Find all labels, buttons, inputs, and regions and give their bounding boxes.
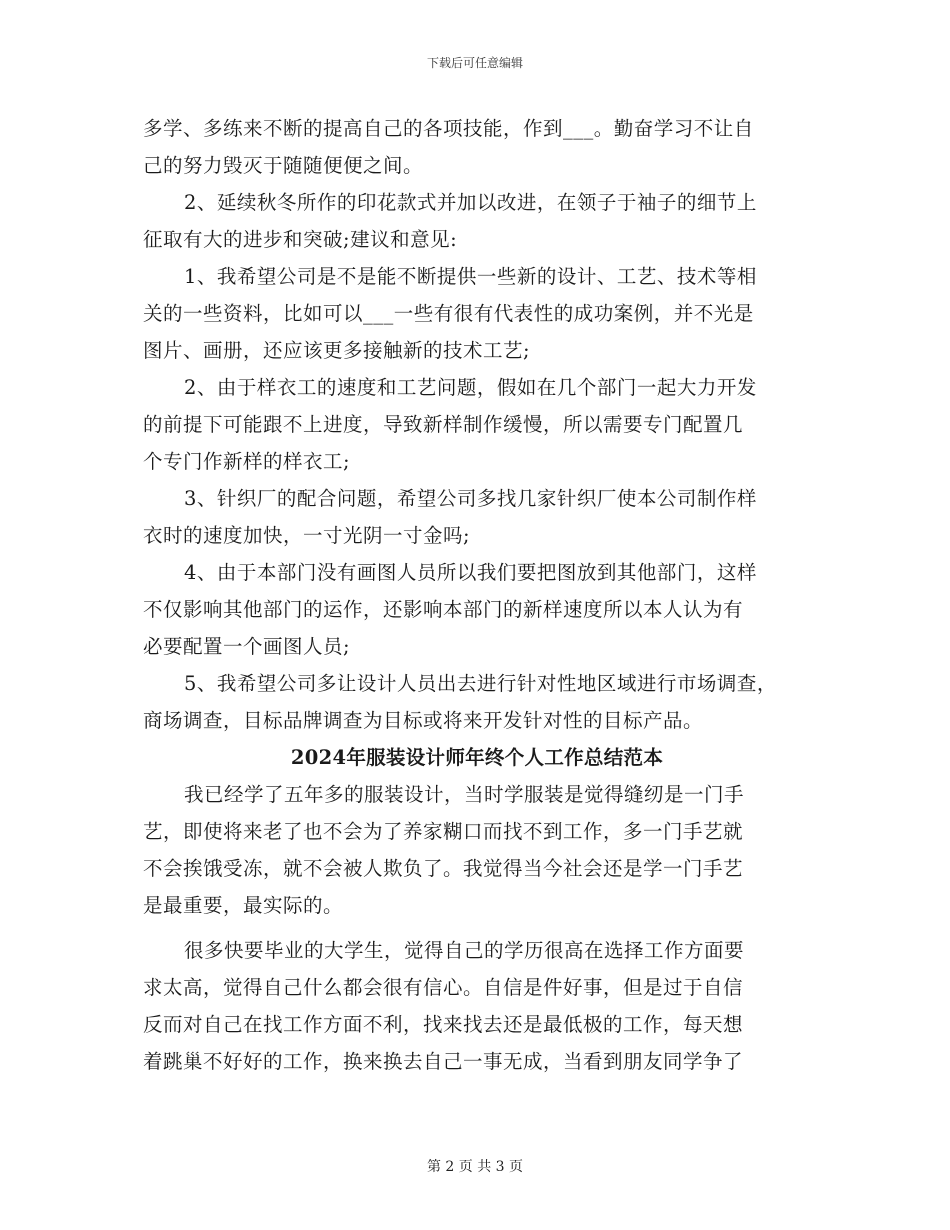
header-note: 下载后可任意编辑: [426, 56, 523, 70]
text-line: 艺，即使将来老了也不会为了养家糊口而找不到工作，多一门手艺就: [143, 820, 744, 843]
text-line: 不仅影响其他部门的运作，还影响本部门的新样速度所以本人认为有: [143, 598, 744, 621]
text-line: 3、针织厂的配合问题，希望公司多找几家针织厂使本公司制作样: [184, 487, 757, 510]
paragraph-group-2: [143, 776, 811, 924]
text-line: 我已经学了五年多的服装设计，当时学服装是觉得缝纫是一门手: [184, 783, 745, 806]
text-line: 反而对自己在找工作方面不利，找来找去还是最低极的工作，每天想: [143, 1013, 744, 1036]
text-line: 是最重要，最实际的。: [143, 894, 344, 917]
text-line: 必要配置一个画图人员;: [143, 635, 351, 658]
paragraph-group-1: [143, 110, 811, 739]
text-line: 5、我希望公司多让设计人员出去进行针对性地区域进行市场调查，: [184, 672, 777, 695]
text-line: 1、我希望公司是不是能不断提供一些新的设计、工艺、技术等相: [184, 265, 757, 288]
text-line: 商场调查，目标品牌调查为目标或将来开发针对性的目标产品。: [143, 709, 704, 732]
page-number: 第 2 页 共 3 页: [426, 1159, 524, 1175]
text-line: 很多快要毕业的大学生，觉得自己的学历很高在选择工作方面要: [184, 939, 745, 962]
text-line: 求太高，觉得自己什么都会很有信心。自信是件好事，但是过于自信: [143, 976, 744, 999]
text-line: 不会挨饿受冻，就不会被人欺负了。我觉得当今社会还是学一门手艺: [143, 857, 744, 880]
text-line: 的前提下可能跟不上进度，导致新样制作缓慢，所以需要专门配置几: [143, 413, 744, 436]
document-body: [143, 110, 811, 1080]
text-line: 着跳巢不好好的工作，换来换去自己一事无成，当看到朋友同学争了: [143, 1050, 744, 1073]
text-line: 2、延续秋冬所作的印花款式并加以改进，在领子于袖子的细节上: [184, 191, 757, 214]
text-line: 征取有大的进步和突破;建议和意见:: [143, 228, 458, 251]
text-line: 关的一些资料，比如可以___一些有很有代表性的成功案例，并不光是: [143, 302, 754, 325]
text-line: 己的努力毁灭于随随便便之间。: [143, 154, 424, 177]
text-line: 衣时的速度加快，一寸光阴一寸金吗;: [143, 524, 471, 547]
section-title: 2024年服装设计师年终个人工作总结范本: [290, 746, 664, 769]
text-line: 2、由于样衣工的速度和工艺问题，假如在几个部门一起大力开发: [184, 376, 757, 399]
text-line: 图片、画册，还应该更多接触新的技术工艺;: [143, 339, 531, 362]
paragraph-group-3: [143, 932, 811, 1080]
text-line: 个专门作新样的样衣工;: [143, 450, 351, 473]
text-line: 多学、多练来不断的提高自己的各项技能，作到___。勤奋学习不让自: [143, 117, 754, 140]
paragraph-gap: [143, 924, 811, 932]
text-line: 4、由于本部门没有画图人员所以我们要把图放到其他部门，这样: [184, 561, 757, 584]
